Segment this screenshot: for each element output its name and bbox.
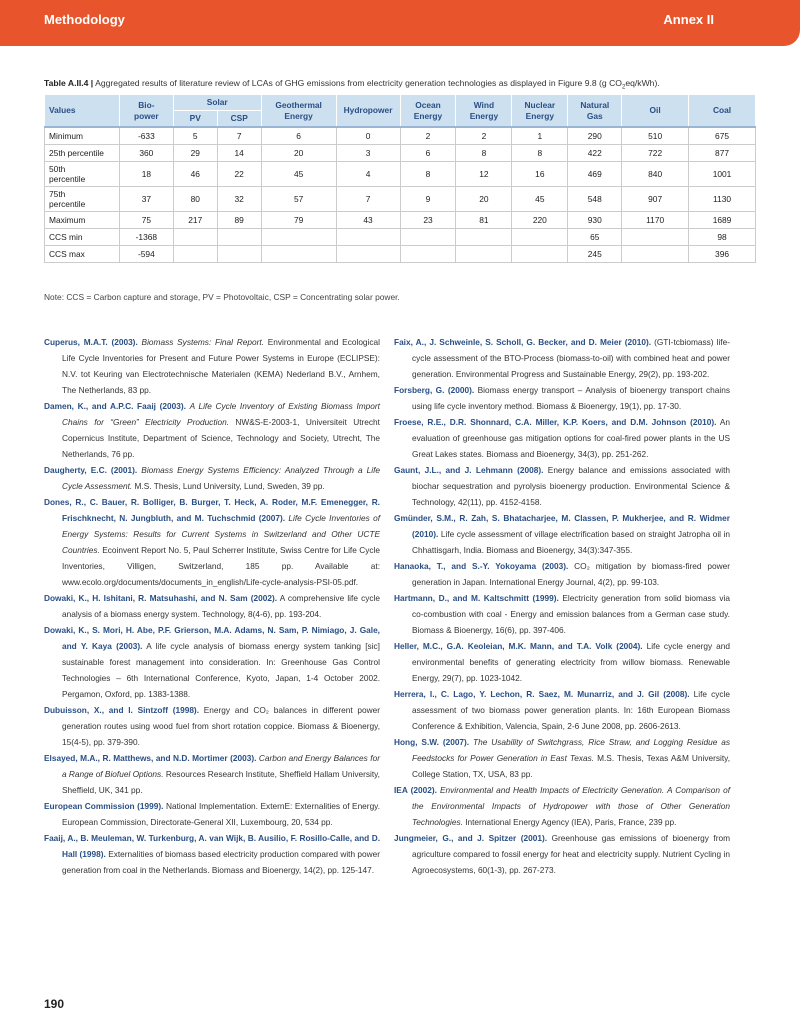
table-body	[45, 127, 756, 263]
header-biopower: Bio- power	[119, 95, 173, 128]
reference-authors: Gaunt, J.L., and J. Lehmann (2008).	[394, 465, 544, 475]
reference-details: Externalities of biomass based electricity production compared with power generation from coal in the Netherlands. Biomass and Bioenergy, 14(2), pp. 125-147.	[62, 849, 381, 875]
table-cell: 396	[689, 246, 756, 263]
reference-authors: Hanaoka, T., and S.-Y. Yokoyama (2003).	[394, 561, 569, 571]
table-row	[45, 212, 756, 229]
reference-entry	[44, 494, 380, 590]
table-cell	[512, 246, 568, 263]
table-cell: 7	[336, 187, 400, 212]
reference-entry	[394, 334, 730, 382]
reference-entry	[44, 830, 380, 878]
table-cell: 510	[622, 127, 689, 145]
header-solar: Solar	[173, 95, 261, 111]
reference-details: A comprehensive life cycle analysis of a biomass energy system. Technology, 8(4-6), pp. 193-204.	[62, 593, 380, 619]
table-cell: 65	[568, 229, 622, 246]
table-cell	[217, 229, 261, 246]
reference-entry	[394, 382, 730, 414]
reference-title: Biomass Systems: Final Report.	[141, 337, 264, 347]
reference-title: Biomass Energy Systems Efficiency: Analyzed Through a Life Cycle Assessment.	[62, 465, 380, 491]
table-cell: 722	[622, 145, 689, 162]
reference-entry	[44, 750, 380, 798]
table-cell: 18	[119, 162, 173, 187]
table-cell	[261, 246, 336, 263]
reference-entry	[394, 558, 730, 590]
reference-authors: Elsayed, M.A., R. Matthews, and N.D. Mortimer (2003).	[44, 753, 257, 763]
table-row	[45, 127, 756, 145]
row-label: CCS min	[45, 229, 120, 246]
reference-entry	[394, 782, 730, 830]
reference-entry	[394, 638, 730, 686]
table-cell: 877	[689, 145, 756, 162]
table-cell: 22	[217, 162, 261, 187]
header-pv: PV	[173, 111, 217, 128]
row-label: Maximum	[45, 212, 120, 229]
header-banner	[0, 0, 800, 46]
reference-details: NW&S-E-2003-1, Universiteit Utrecht Copernicus Institute, Department of Science, Technology and Society, Utrecht, The Netherlands, 76 pp.	[62, 417, 380, 459]
table-cell: 220	[512, 212, 568, 229]
reference-entry	[44, 334, 380, 398]
reference-authors: Faaij, A., B. Meuleman, W. Turkenburg, A. van Wijk, B. Ausilio, F. Rosillo-Calle, and D. Hall (1998).	[44, 833, 380, 859]
reference-details: CO₂ mitigation by biomass-fired power generation in Japan. International Energy Journal, 4(2), pp. 99-103.	[412, 561, 730, 587]
table-cell: 8	[512, 145, 568, 162]
table-cell: 80	[173, 187, 217, 212]
reference-authors: Dowaki, K., S. Mori, H. Abe, P.F. Grierson, M.A. Adams, N. Sam, P. Nimiago, J. Gale, and Y. Kaya (2003).	[44, 625, 380, 651]
reference-authors: Herrera, I., C. Lago, Y. Lechon, R. Saez, M. Munarriz, and J. Gil (2008).	[394, 689, 690, 699]
table-cell: 290	[568, 127, 622, 145]
table-cell: 7	[217, 127, 261, 145]
reference-details: M.S. Thesis, Lund University, Lund, Sweden, 39 pp.	[132, 481, 325, 491]
reference-authors: Damen, K., and A.P.C. Faaij (2003).	[44, 401, 186, 411]
reference-entry	[394, 734, 730, 782]
header-ocean: Ocean Energy	[400, 95, 456, 128]
annex-label: Annex II	[663, 12, 714, 27]
table-cell	[336, 246, 400, 263]
reference-details: Life cycle energy and environmental benefits of generating electricity from willow biomass. Renewable Energy, 29(7), pp. 1023-1042.	[412, 641, 730, 683]
table-note: Note: CCS = Carbon capture and storage, PV = Photovoltaic, CSP = Concentrating solar power.	[44, 292, 400, 302]
table-cell: 2	[400, 127, 456, 145]
table-cell: 23	[400, 212, 456, 229]
reference-details: Biomass energy transport – Analysis of bioenergy transport chains using life cycle inventory method. Biomass & Bioenergy, 19(1), pp. 17-30.	[412, 385, 730, 411]
table-cell	[173, 229, 217, 246]
table-cell	[400, 246, 456, 263]
table-row	[45, 162, 756, 187]
table-cell	[456, 229, 512, 246]
reference-entry	[44, 798, 380, 830]
row-label: CCS max	[45, 246, 120, 263]
table-cell: 360	[119, 145, 173, 162]
table-cell: 32	[217, 187, 261, 212]
reference-authors: Dubuisson, X., and I. Sintzoff (1998).	[44, 705, 200, 715]
reference-authors: Heller, M.C., G.A. Keoleian, M.K. Mann, and T.A. Volk (2004).	[394, 641, 643, 651]
reference-entry	[394, 590, 730, 638]
table-cell: 89	[217, 212, 261, 229]
reference-details: International Energy Agency (IEA), Paris, France, 239 pp.	[462, 817, 677, 827]
reference-authors: Hong, S.W. (2007).	[394, 737, 470, 747]
lca-results-table	[44, 94, 756, 263]
table-cell: 217	[173, 212, 217, 229]
row-label: 25th percentile	[45, 145, 120, 162]
table-cell: 675	[689, 127, 756, 145]
reference-entry	[394, 462, 730, 510]
header-wind: Wind Energy	[456, 95, 512, 128]
reference-entry	[44, 590, 380, 622]
table-label: Table A.II.4 |	[44, 78, 94, 88]
header-values: Values	[45, 95, 120, 128]
reference-details: Greenhouse gas emissions of bioenergy from agriculture compared to fossil energy for heat and electricity supply. Nutrient Cycling in Agroecosystems, 60(1-3), pp. 267-273.	[412, 833, 730, 875]
page-number: 190	[44, 997, 65, 1011]
header-hydropower: Hydropower	[336, 95, 400, 128]
table-cell: 3	[336, 145, 400, 162]
caption-subscript: 2	[621, 84, 626, 91]
reference-details: M.S. Thesis, Texas A&M University, College Station, TX, USA, 83 pp.	[412, 753, 731, 779]
reference-title: Carbon and Energy Balances for a Range of Biofuel Options.	[62, 753, 380, 779]
reference-authors: Jungmeier, G., and J. Spitzer (2001).	[394, 833, 548, 843]
caption-tail: eq/kWh).	[625, 78, 660, 88]
table-cell: 9	[400, 187, 456, 212]
section-title: Methodology	[44, 12, 125, 27]
header-nuclear: Nuclear Energy	[512, 95, 568, 128]
table-row	[45, 187, 756, 212]
reference-authors: Dowaki, K., H. Ishitani, R. Matsuhashi, and N. Sam (2002).	[44, 593, 278, 603]
table-cell: 98	[689, 229, 756, 246]
table-cell: 840	[622, 162, 689, 187]
row-label: 50th percentile	[45, 162, 120, 187]
reference-details: (GTI-tcbiomass) life-cycle assessment of the BTO-Process (biomass-to-oil) with combined heat and power generation. Environmental Progress and Sustainable Energy, 29(2), pp. 193-202.	[412, 337, 730, 379]
references-left-column	[44, 334, 380, 878]
table-cell: 45	[261, 162, 336, 187]
table-cell: 75	[119, 212, 173, 229]
row-label: 75th percentile	[45, 187, 120, 212]
reference-details: Energy balance and emissions associated with biochar sequestration and pyrolysis bioenergy production. Environmental Science & Technology, 42(11), pp. 4152-4158.	[412, 465, 730, 507]
table-cell: -1368	[119, 229, 173, 246]
reference-details: Ecoinvent Report No. 5, Paul Scherrer Institute, Swiss Centre for Life Cycle Inventories, Villigen, Switzerland, 185 pp. Available at: www.ecolo.org/documents/documents_in_english/Life-cycle-analysis-PSI-05.pdf.	[62, 545, 380, 587]
table-cell: 930	[568, 212, 622, 229]
table-cell: 6	[400, 145, 456, 162]
table-cell: 14	[217, 145, 261, 162]
table-cell	[622, 229, 689, 246]
reference-authors: Gmünder, S.M., R. Zah, S. Bhatacharjee, M. Classen, P. Mukherjee, and R. Widmer (2010).	[394, 513, 730, 539]
table-cell: 12	[456, 162, 512, 187]
table-cell: 1130	[689, 187, 756, 212]
reference-entry	[44, 462, 380, 494]
table-cell: 2	[456, 127, 512, 145]
table-cell: 81	[456, 212, 512, 229]
table-cell: 245	[568, 246, 622, 263]
reference-details: Life cycle assessment of two biomass power generation plants. In: 16th European Biomass Conference & Exhibition, Valencia, Spain, 2-6 June 2008, pp. 2606-2613.	[412, 689, 730, 731]
reference-details: A life cycle analysis of biomass energy system tanking [sic] sustainable forest management into consideration. In: Greenhouse Gas Control Technologies – 6th International Conference, Kyoto, Japan, 1-4 October 2002. Pergamon, Oxford, pp. 1383-1388.	[62, 641, 380, 699]
table-cell: 46	[173, 162, 217, 187]
table-cell	[336, 229, 400, 246]
reference-entry	[394, 686, 730, 734]
table-cell: 8	[456, 145, 512, 162]
table-cell: 5	[173, 127, 217, 145]
header-oil: Oil	[622, 95, 689, 128]
table-cell: 45	[512, 187, 568, 212]
header-csp: CSP	[217, 111, 261, 128]
reference-entry	[44, 398, 380, 462]
table-cell: 4	[336, 162, 400, 187]
table-cell: 1	[512, 127, 568, 145]
table-cell: 57	[261, 187, 336, 212]
reference-authors: Hartmann, D., and M. Kaltschmitt (1999).	[394, 593, 559, 603]
reference-authors: Dones, R., C. Bauer, R. Bolliger, B. Burger, T. Heck, A. Roder, M.F. Emenegger, R. Frischknecht, N. Jungbluth, and M. Tuchschmid (2007).	[44, 497, 380, 523]
reference-entry	[394, 510, 730, 558]
reference-details: Life cycle assessment of village electrification based on straight Jatropha oil in Chhattisgarh, India. Biomass and Bioenergy, 34(3):347-355.	[412, 529, 731, 555]
reference-authors: Faix, A., J. Schweinle, S. Scholl, G. Becker, and D. Meier (2010).	[394, 337, 652, 347]
table-cell: 469	[568, 162, 622, 187]
table-cell: 907	[622, 187, 689, 212]
header-geothermal: Geothermal Energy	[261, 95, 336, 128]
table-cell	[512, 229, 568, 246]
table-cell: 8	[400, 162, 456, 187]
table-row	[45, 229, 756, 246]
reference-authors: European Commission (1999).	[44, 801, 164, 811]
table-cell	[217, 246, 261, 263]
reference-details: Energy and CO₂ balances in different power generation routes using wood fuel from short rotation coppice. Biomass & Bioenergy, 15(4-5), pp. 379-390.	[62, 705, 380, 747]
table-cell: 16	[512, 162, 568, 187]
reference-entry	[394, 830, 730, 878]
table-cell: 1170	[622, 212, 689, 229]
reference-title: A Life Cycle Inventory of Existing Biomass Import Chains for “Green” Electricity Production.	[62, 401, 380, 427]
table-cell: -633	[119, 127, 173, 145]
reference-title: Environmental and Health Impacts of Electricity Generation. A Comparison of the Environmental Impacts of Hydropower with those of Other Generation Technologies.	[412, 785, 730, 827]
reference-authors: Forsberg, G. (2000).	[394, 385, 475, 395]
reference-authors: IEA (2002).	[394, 785, 437, 795]
reference-details: Environmental and Ecological Life Cycle Inventories for Present and Future Power Systems in Europe (ECLIPSE): N.V. tot Keuring van Electrotechnische Materialen (KEMA) Nederland B.V., Arnhem, The Netherlands, 83 pp.	[62, 337, 380, 395]
reference-details: Resources Research Institute, Sheffield Hallam University, Sheffield, UK, 341 pp.	[62, 769, 380, 795]
table-cell: 20	[261, 145, 336, 162]
reference-title: Life Cycle Inventories of Energy Systems: Results for Current Systems in Switzerland and Other UCTE Countries.	[62, 513, 380, 555]
header-coal: Coal	[689, 95, 756, 128]
caption-text: Aggregated results of literature review of LCAs of GHG emissions from electricity generation technologies as displayed in Figure 9.8 (g CO	[93, 78, 622, 88]
table-cell	[456, 246, 512, 263]
table-cell: 20	[456, 187, 512, 212]
table-cell: 79	[261, 212, 336, 229]
reference-authors: Daugherty, E.C. (2001).	[44, 465, 138, 475]
row-label: Minimum	[45, 127, 120, 145]
table-cell: 43	[336, 212, 400, 229]
reference-entry	[44, 702, 380, 750]
table-cell: 1689	[689, 212, 756, 229]
reference-authors: Froese, R.E., D.R. Shonnard, C.A. Miller, K.P. Koers, and D.M. Johnson (2010).	[394, 417, 717, 427]
table-cell	[261, 229, 336, 246]
table-row	[45, 145, 756, 162]
reference-authors: Cuperus, M.A.T. (2003).	[44, 337, 138, 347]
reference-title: The Usability of Switchgrass, Rice Straw, and Logging Residue as Feedstocks for Power Generation in East Texas.	[412, 737, 730, 763]
table-caption	[44, 78, 756, 91]
table-cell: 548	[568, 187, 622, 212]
reference-details: Electricity generation from solid biomass via co-combustion with coal - Energy and emission balances from a German case study. Biomass & Bioenergy, 16(6), pp. 397-406.	[412, 593, 731, 635]
table-row	[45, 246, 756, 263]
table-cell: -594	[119, 246, 173, 263]
table-cell: 6	[261, 127, 336, 145]
reference-details: National Implementation. ExternE: Externalities of Energy. European Commission, Directorate-General XII, Luxembourg, 20, 534 pp.	[62, 801, 381, 827]
table-cell	[173, 246, 217, 263]
header-natural-gas: Natural Gas	[568, 95, 622, 128]
table-cell: 1001	[689, 162, 756, 187]
table-cell	[400, 229, 456, 246]
reference-entry	[394, 414, 730, 462]
table-cell: 422	[568, 145, 622, 162]
table-cell: 0	[336, 127, 400, 145]
reference-entry	[44, 622, 380, 702]
table-cell: 37	[119, 187, 173, 212]
reference-details: An evaluation of greenhouse gas mitigation options for coal-fired power plants in the US Great Lakes states. Biomass and Bioenergy, 34(3), pp. 251-262.	[412, 417, 730, 459]
references-right-column	[394, 334, 730, 878]
table-cell: 29	[173, 145, 217, 162]
table-cell	[622, 246, 689, 263]
